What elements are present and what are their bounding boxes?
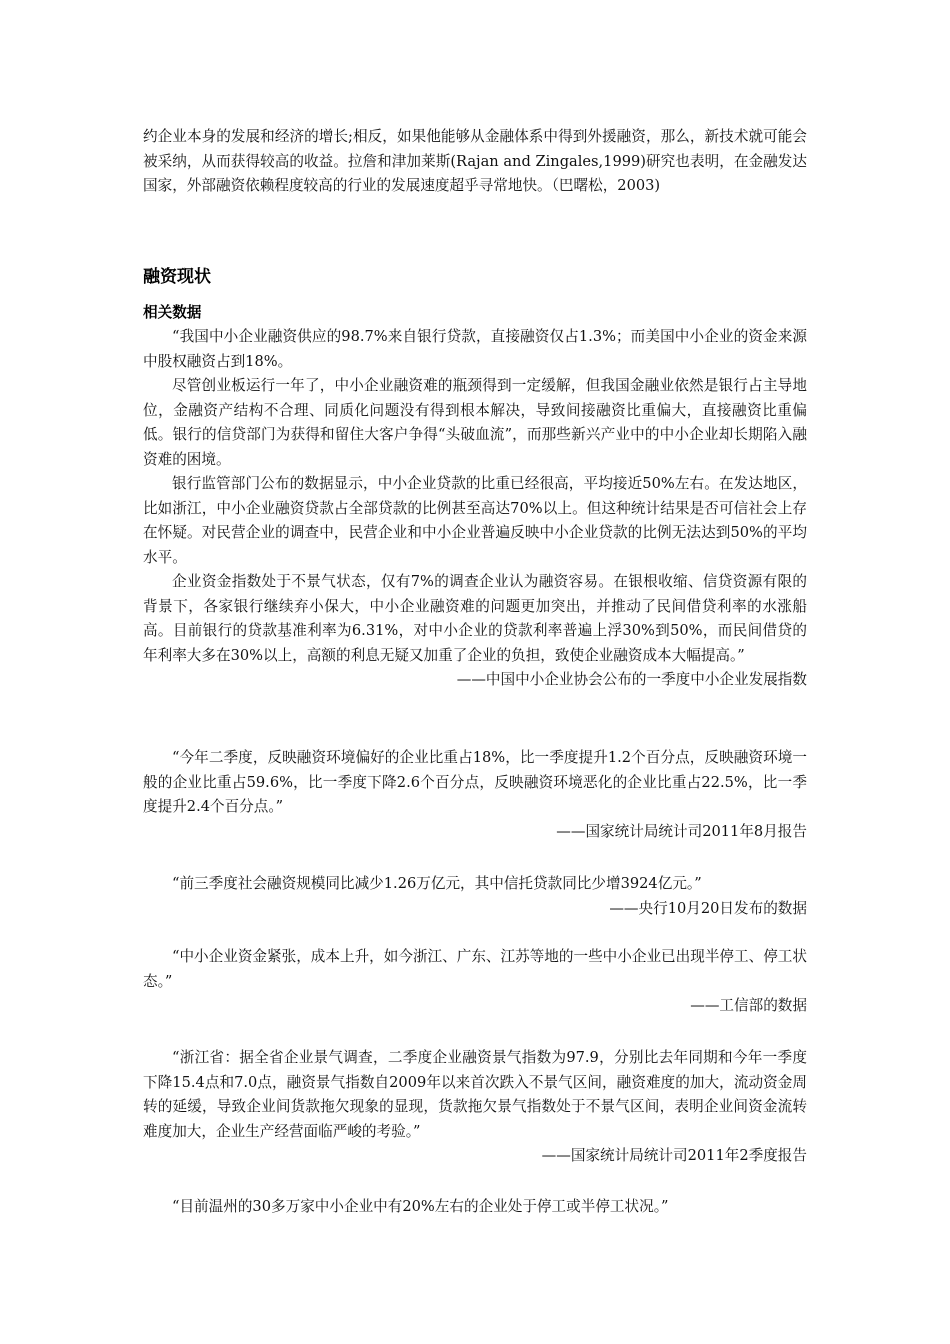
quote1-paragraph-3: 银行监管部门公布的数据显示，中小企业贷款的比重已经很高，平均接近50%左右。在发达地区，比如浙江，中小企业融资贷款占全部贷款的比例甚至高达70%以上。但这种统计结果是否可信社会上存在怀疑。对民营企业的调查中，民营企业和中小企业普遍反映中小企业贷款的比例无法达到50%的平均水平。	[143, 475, 807, 566]
quote-block-2	[143, 746, 807, 844]
quote2-text: “今年二季度，反映融资环境偏好的企业比重占18%，比一季度提升1.2个百分点，反映融资环境一般的企业比重占59.6%，比一季度下降2.6个百分点，反映融资环境恶化的企业比重占22.5%，比一季度提升2.4个百分点。”	[143, 749, 807, 815]
quote-block-4	[143, 945, 807, 1019]
quote2-source: ——国家统计局统计司2011年8月报告	[556, 822, 807, 840]
quote-block-6	[143, 1195, 807, 1220]
quote-block-1	[143, 325, 807, 693]
quote6-text: “目前温州的30多万家中小企业中有20%左右的企业处于停工或半停工状况。”	[172, 1198, 669, 1215]
section-subtitle: 相关数据	[143, 304, 202, 321]
quote4-text: “中小企业资金紧张，成本上升，如今浙江、广东、江苏等地的一些中小企业已出现半停工、停工状态。”	[143, 948, 807, 990]
quote1-paragraph-2: 尽管创业板运行一年了，中小企业融资难的瓶颈得到一定缓解，但我国金融业依然是银行占主导地位，金融资产结构不合理、同质化问题没有得到根本解决，导致间接融资比重偏大，直接融资比重偏低。银行的信贷部门为获得和留住大客户争得“头破血流”，而那些新兴产业中的中小企业却长期陷入融资难的困境。	[143, 377, 807, 468]
quote1-source: ——中国中小企业协会公布的一季度中小企业发展指数	[456, 671, 807, 688]
quote1-paragraph-4: 企业资金指数处于不景气状态，仅有7%的调查企业认为融资容易。在银根收缩、信贷资源有限的背景下，各家银行继续弃小保大，中小企业融资难的问题更加突出，并推动了民间借贷利率的水涨船高。目前银行的贷款基准利率为6.31%，对中小企业的贷款利率普遍上浮30%到50%，而民间借贷的年利率大多在30%以上，高额的利息无疑又加重了企业的负担，致使企业融资成本大幅提高。”	[143, 573, 807, 664]
quote1-paragraph-1: “我国中小企业融资供应的98.7%来自银行贷款，直接融资仅占1.3%；而美国中小企业的资金来源中股权融资占到18%。	[143, 328, 807, 370]
quote-block-5	[143, 1046, 807, 1169]
quote3-source: ——央行10月20日发布的数据	[609, 899, 807, 917]
quote3-text: “前三季度社会融资规模同比减少1.26万亿元，其中信托贷款同比少增3924亿元。”	[172, 875, 702, 892]
quote5-text: “浙江省：据全省企业景气调查，二季度企业融资景气指数为97.9，分别比去年同期和今年一季度下降15.4点和7.0点，融资景气指数自2009年以来首次跌入不景气区间，融资难度的加大，流动资金周转的延缓，导致企业间货款拖欠现象的显现，货款拖欠景气指数处于不景气区间，表明企业间资金流转难度加大，企业生产经营面临严峻的考验。”	[143, 1049, 807, 1140]
section-title: 融资现状	[143, 267, 211, 287]
intro-block	[143, 125, 807, 199]
quote-block-3	[143, 872, 807, 921]
intro-paragraph: 约企业本身的发展和经济的增长;相反，如果他能够从金融体系中得到外援融资，那么，新技术就可能会被采纳，从而获得较高的收益。拉詹和津加莱斯(Rajan and Zingales,1999)研究也表明，在金融发达国家，外部融资依赖程度较高的行业的发展速度超乎寻常地快。（巴曙松，2003)	[143, 128, 807, 194]
quote4-source: ——工信部的数据	[690, 997, 807, 1014]
quote5-source: ——国家统计局统计司2011年2季度报告	[541, 1147, 807, 1164]
